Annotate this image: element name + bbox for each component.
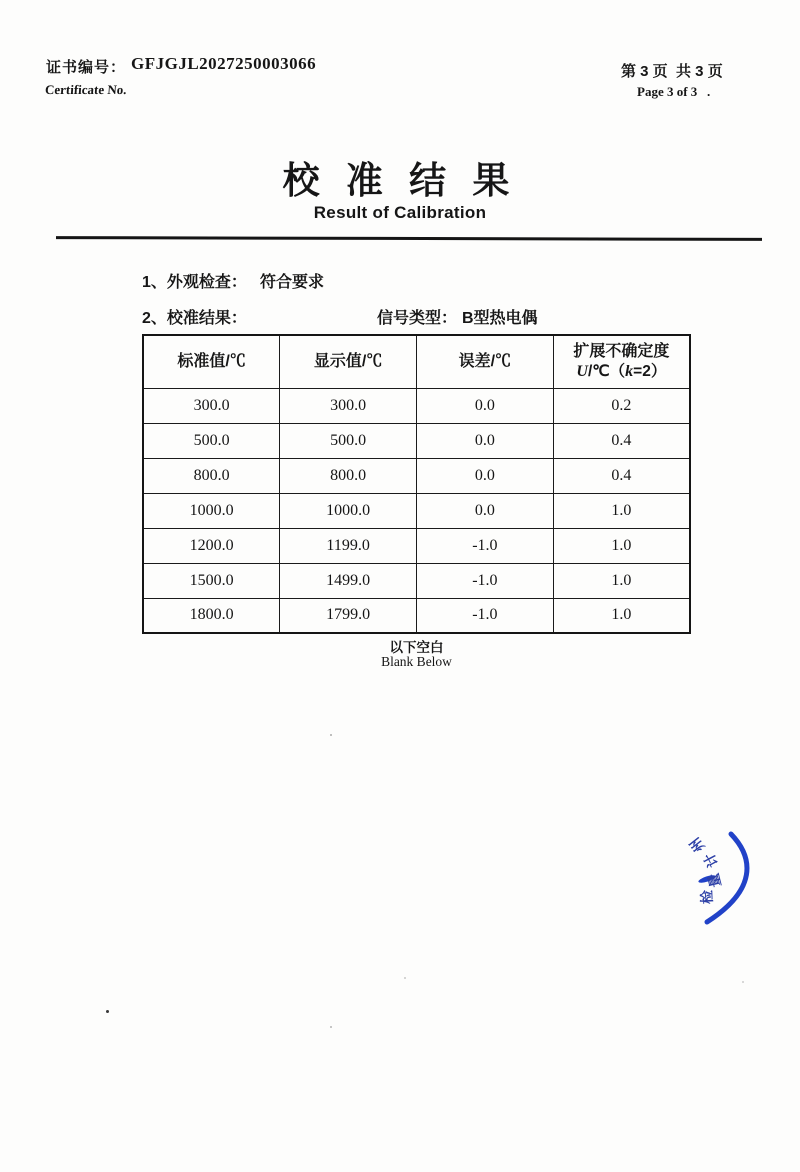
blank-below-zh: 以下空白 bbox=[389, 640, 444, 655]
table-cell: 0.0 bbox=[417, 458, 554, 493]
visual-inspection-value: 符合要求 bbox=[260, 274, 325, 291]
table-row bbox=[143, 388, 690, 423]
table-cell: 0.0 bbox=[417, 388, 554, 423]
calibration-table bbox=[142, 334, 691, 634]
table-cell: -1.0 bbox=[417, 563, 554, 598]
table-cell: 300.0 bbox=[280, 388, 417, 423]
scan-speck bbox=[404, 977, 406, 979]
table-cell: 0.4 bbox=[553, 458, 690, 493]
table-cell: 0.0 bbox=[417, 423, 554, 458]
signal-type-value: B型热电偶 bbox=[462, 310, 538, 327]
table-cell: 1000.0 bbox=[280, 493, 417, 528]
page-title-zh: 校 准 结 果 bbox=[282, 160, 518, 201]
header-standard-value: 标准值/℃ bbox=[143, 335, 280, 388]
table-cell: 0.4 bbox=[553, 423, 690, 458]
scan-speck bbox=[742, 981, 744, 983]
table-header-row bbox=[143, 335, 690, 388]
page-info-zh: 第 3 页 共 3 页 bbox=[621, 63, 723, 80]
header-error: 误差/℃ bbox=[417, 335, 554, 388]
table-cell: -1.0 bbox=[417, 598, 554, 633]
table-cell: 1.0 bbox=[553, 563, 690, 598]
certificate-no-label-en: Certificate No. bbox=[44, 82, 128, 97]
blank-below-en: Blank Below bbox=[381, 654, 452, 669]
table-cell: 300.0 bbox=[143, 388, 280, 423]
official-seal-stamp bbox=[686, 828, 758, 930]
table-row bbox=[143, 458, 690, 493]
table-row bbox=[143, 493, 690, 528]
calibration-result-label: 2、校准结果： bbox=[142, 310, 247, 327]
table-cell: 800.0 bbox=[143, 458, 280, 493]
seal-char: 计 bbox=[700, 850, 722, 871]
table-cell: 1.0 bbox=[553, 598, 690, 633]
table-cell: 1799.0 bbox=[280, 598, 417, 633]
table-row bbox=[143, 423, 690, 458]
certificate-no-label-zh: 证书编号： bbox=[46, 59, 127, 76]
page-info-en: Page 3 of 3 . bbox=[637, 84, 711, 99]
uncertainty-u-symbol: U bbox=[576, 362, 588, 380]
calibration-table-container bbox=[142, 334, 691, 634]
table-cell: -1.0 bbox=[417, 528, 554, 563]
visual-inspection-label: 1、外观检查： bbox=[142, 274, 247, 291]
table-cell: 0.2 bbox=[553, 388, 690, 423]
table-cell: 0.0 bbox=[417, 493, 554, 528]
table-cell: 1199.0 bbox=[280, 528, 417, 563]
calibration-table-head bbox=[143, 335, 690, 388]
title-divider-rule bbox=[56, 236, 762, 241]
table-row bbox=[143, 563, 690, 598]
seal-char: 检 bbox=[698, 889, 715, 905]
coverage-factor-value: =2） bbox=[633, 362, 667, 380]
scan-speck bbox=[106, 1010, 109, 1013]
table-cell: 1.0 bbox=[553, 493, 690, 528]
scan-speck bbox=[330, 734, 332, 736]
seal-char: 量 bbox=[704, 871, 724, 890]
table-cell: 500.0 bbox=[280, 423, 417, 458]
table-cell: 1000.0 bbox=[143, 493, 280, 528]
table-cell: 1500.0 bbox=[143, 563, 280, 598]
uncertainty-unit: /℃（ bbox=[587, 362, 626, 380]
calibration-table-body bbox=[143, 388, 690, 633]
scan-speck bbox=[330, 1026, 332, 1028]
table-cell: 1200.0 bbox=[143, 528, 280, 563]
table-row bbox=[143, 598, 690, 633]
table-row bbox=[143, 528, 690, 563]
header-displayed-value: 显示值/℃ bbox=[280, 335, 417, 388]
header-expanded-uncertainty bbox=[553, 335, 690, 388]
table-cell: 800.0 bbox=[280, 458, 417, 493]
seal-char: 州 bbox=[686, 834, 708, 856]
page-title-en: Result of Calibration bbox=[313, 203, 487, 222]
signal-type-label: 信号类型： bbox=[377, 310, 458, 327]
coverage-factor-k-symbol: k bbox=[625, 362, 634, 380]
table-cell: 1499.0 bbox=[280, 563, 417, 598]
table-cell: 500.0 bbox=[143, 423, 280, 458]
header-uncertainty-line2 bbox=[576, 363, 666, 380]
header-uncertainty-line1: 扩展不确定度 bbox=[573, 342, 670, 360]
certificate-number: GFJGJL2027250003066 bbox=[131, 54, 317, 73]
table-cell: 1.0 bbox=[553, 528, 690, 563]
table-cell: 1800.0 bbox=[143, 598, 280, 633]
